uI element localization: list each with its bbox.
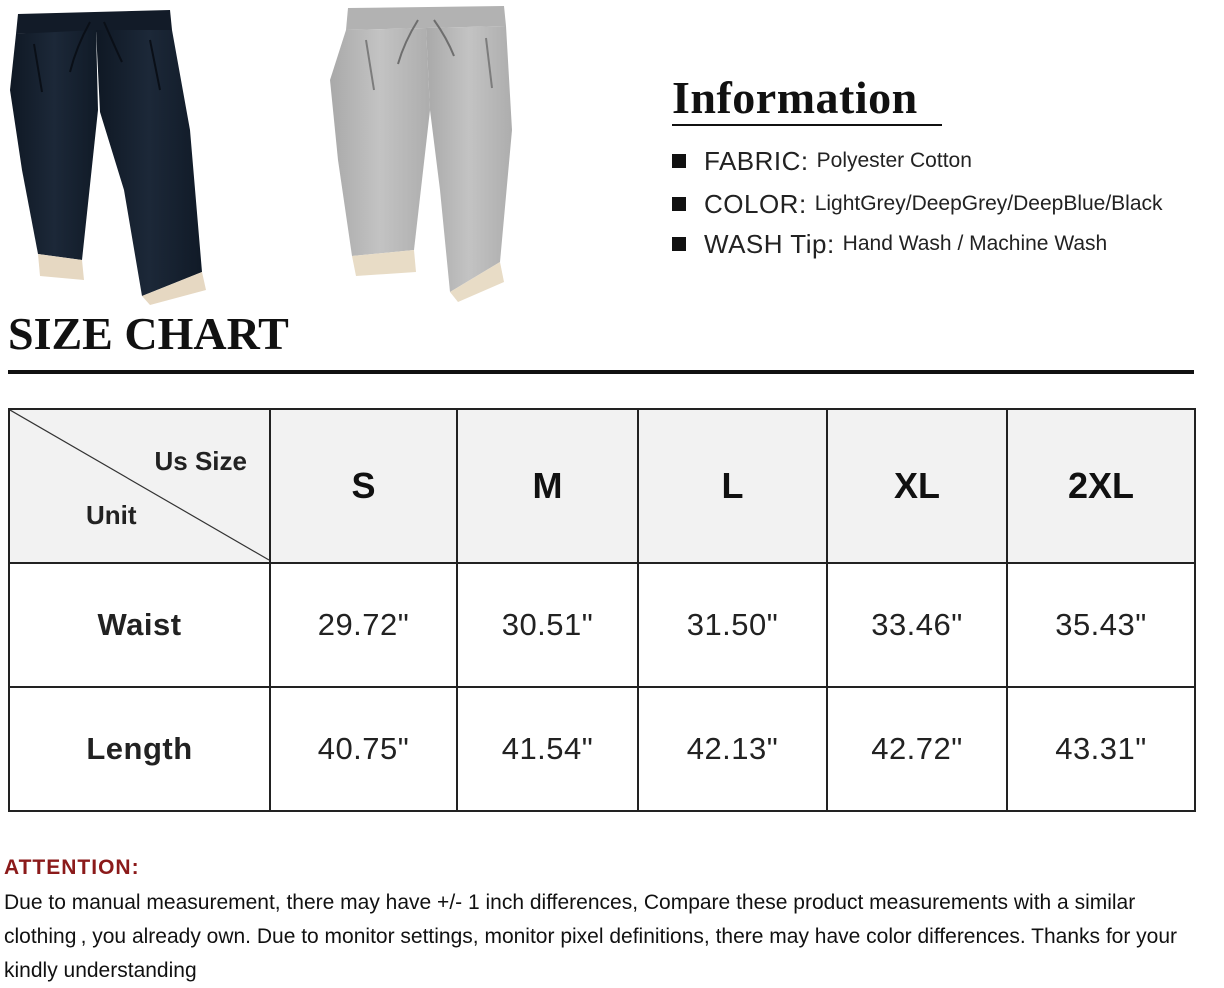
row-label-length: Length bbox=[9, 687, 270, 811]
info-row-fabric bbox=[672, 146, 972, 176]
table-cell: 29.72" bbox=[270, 563, 457, 687]
information-title: Information bbox=[672, 72, 918, 123]
info-value: Hand Wash / Machine Wash bbox=[842, 232, 1108, 255]
square-bullet-icon bbox=[672, 237, 686, 251]
size-header-m: M bbox=[457, 409, 638, 563]
info-row-wash bbox=[672, 229, 1107, 259]
unit-label: Unit bbox=[86, 500, 137, 530]
info-value: LightGrey/DeepGrey/DeepBlue/Black bbox=[814, 192, 1163, 215]
info-label: COLOR: bbox=[704, 188, 807, 219]
grey-fleece-pants-image bbox=[290, 0, 550, 305]
size-chart-title: SIZE CHART bbox=[8, 308, 289, 359]
info-label: WASH Tip: bbox=[704, 228, 835, 259]
table-cell: 43.31" bbox=[1007, 687, 1195, 811]
table-cell: 41.54" bbox=[457, 687, 638, 811]
information-underline bbox=[672, 124, 942, 126]
square-bullet-icon bbox=[672, 154, 686, 168]
table-cell: 42.72" bbox=[827, 687, 1007, 811]
info-label: FABRIC: bbox=[704, 145, 809, 176]
table-row-waist bbox=[9, 563, 1195, 687]
size-header-s: S bbox=[270, 409, 457, 563]
diagonal-divider bbox=[10, 410, 271, 562]
table-row-length bbox=[9, 687, 1195, 811]
table-cell: 42.13" bbox=[638, 687, 827, 811]
info-row-color bbox=[672, 189, 1163, 219]
table-cell: 31.50" bbox=[638, 563, 827, 687]
navy-fleece-pants-image bbox=[0, 0, 270, 305]
size-header-row bbox=[9, 409, 1195, 563]
us-size-label: Us Size bbox=[154, 446, 247, 476]
table-cell: 30.51" bbox=[457, 563, 638, 687]
table-cell: 40.75" bbox=[270, 687, 457, 811]
table-cell: 33.46" bbox=[827, 563, 1007, 687]
size-header-l: L bbox=[638, 409, 827, 563]
size-chart-table bbox=[8, 408, 1196, 812]
size-header-2xl: 2XL bbox=[1007, 409, 1195, 563]
table-cell: 35.43" bbox=[1007, 563, 1195, 687]
size-header-xl: XL bbox=[827, 409, 1007, 563]
attention-notice-text: Due to manual measurement, there may have +/- 1 inch differences, Compare these product measurements with a similar clothing , you already own. Due to monitor settings, monitor pixel definitions, there may have color differences. Thanks for your kindly understanding bbox=[4, 891, 1178, 982]
row-label-waist: Waist bbox=[9, 563, 270, 687]
corner-header-cell bbox=[9, 409, 270, 563]
attention-heading: ATTENTION: bbox=[4, 856, 140, 879]
product-images bbox=[0, 0, 560, 310]
info-value: Polyester Cotton bbox=[816, 149, 972, 172]
size-chart-divider bbox=[8, 370, 1194, 374]
square-bullet-icon bbox=[672, 197, 686, 211]
